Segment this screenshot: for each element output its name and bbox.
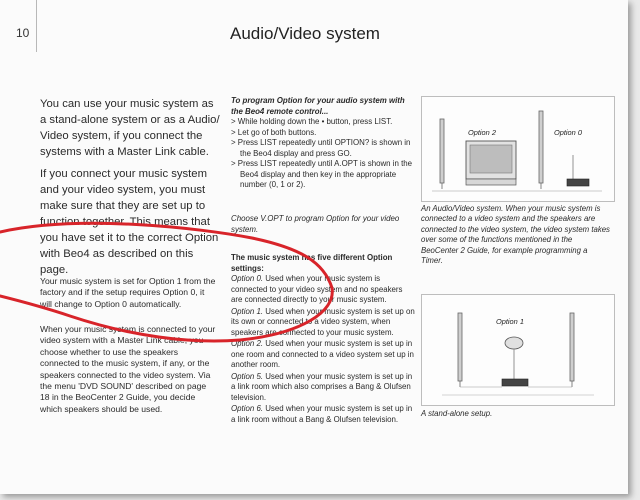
stand-alone-caption: A stand-alone setup. bbox=[421, 409, 493, 418]
audio-video-caption: An Audio/Video system. When your music system is connected to a video system and the speakers are connected to the video system, the video system takes over some of the functions mentioned in the BeoCenter 2 Guide, for example programming a Timer. bbox=[421, 204, 610, 266]
page-edge-line bbox=[36, 0, 37, 52]
stand-alone-illustration bbox=[422, 295, 614, 405]
program-option-section bbox=[231, 96, 416, 191]
program-steps-list bbox=[231, 117, 416, 191]
option-entry: Option 2. Used when your music system is set up in one room and connected to a video system set up in another room. bbox=[231, 339, 414, 369]
speaker-choice-paragraph: When your music system is connected to your video system with a Master Link cable, you choose whether to use the speakers connected to the music system, if any, or the speakers connected to the video system. Via the menu 'DVD SOUND' described on page 18 in the BeoCenter 2 Guide, you decide which speakers should be used. bbox=[40, 324, 216, 414]
option-entry: Option 5. Used when your music system is set up in a link room which also comprises a Bang & Olufsen television. bbox=[231, 371, 413, 402]
factory-note-paragraph: Your music system is set for Option 1 from the factory and if the setup requires Option 0, it will change to Option 0 automatically. bbox=[40, 276, 216, 309]
figure-label-option-1: Option 1 bbox=[496, 317, 524, 326]
program-step: > Press LIST repeatedly until OPTION? is shown in the Beo4 display and press GO. bbox=[231, 138, 411, 158]
audio-video-figure bbox=[421, 96, 615, 202]
option-entry: Option 0. Used when your music system is connected to your video system and no speakers are connected directly to your music system. bbox=[231, 274, 403, 304]
program-step: > Press LIST repeatedly until A.OPT is shown in the Beo4 display and then key in the appropriate number (0, 1 or 2). bbox=[231, 159, 413, 189]
page-number: 10 bbox=[16, 26, 30, 40]
audio-video-illustration bbox=[422, 97, 614, 201]
program-step: > While holding down the • button, press LIST. bbox=[231, 117, 393, 126]
intro-paragraph-2: If you connect your music system and your video system, you must make sure that they are set up to function together. This means that you have set it to the correct Option with Beo4 as described on this page. bbox=[40, 168, 219, 276]
option-settings-section bbox=[231, 253, 416, 426]
option-entry: Option 6. Used when your music system is set up in a link room without a Bang & Olufsen television. bbox=[231, 404, 413, 424]
vopt-note: Choose V.OPT to program Option for your video system. bbox=[231, 214, 400, 234]
page-title: Audio/Video system bbox=[230, 24, 380, 43]
figure-label-option-2: Option 2 bbox=[468, 128, 496, 137]
intro-paragraph-1: You can use your music system as a stand-alone system or as a Audio/ Video system, if you connect the systems with a Master Link cable. bbox=[40, 98, 220, 158]
program-step: > Let go of both buttons. bbox=[231, 127, 317, 137]
stand-alone-figure bbox=[421, 294, 615, 406]
figure-label-option-0: Option 0 bbox=[554, 128, 582, 137]
program-option-heading: To program Option for your audio system with the Beo4 remote control... bbox=[231, 96, 405, 116]
option-settings-heading: The music system has five different Option settings: bbox=[231, 253, 393, 273]
option-entry: Option 1. Used when your music system is set up on its own or connected to a video system, when speakers are connected to your music system. bbox=[231, 306, 415, 337]
